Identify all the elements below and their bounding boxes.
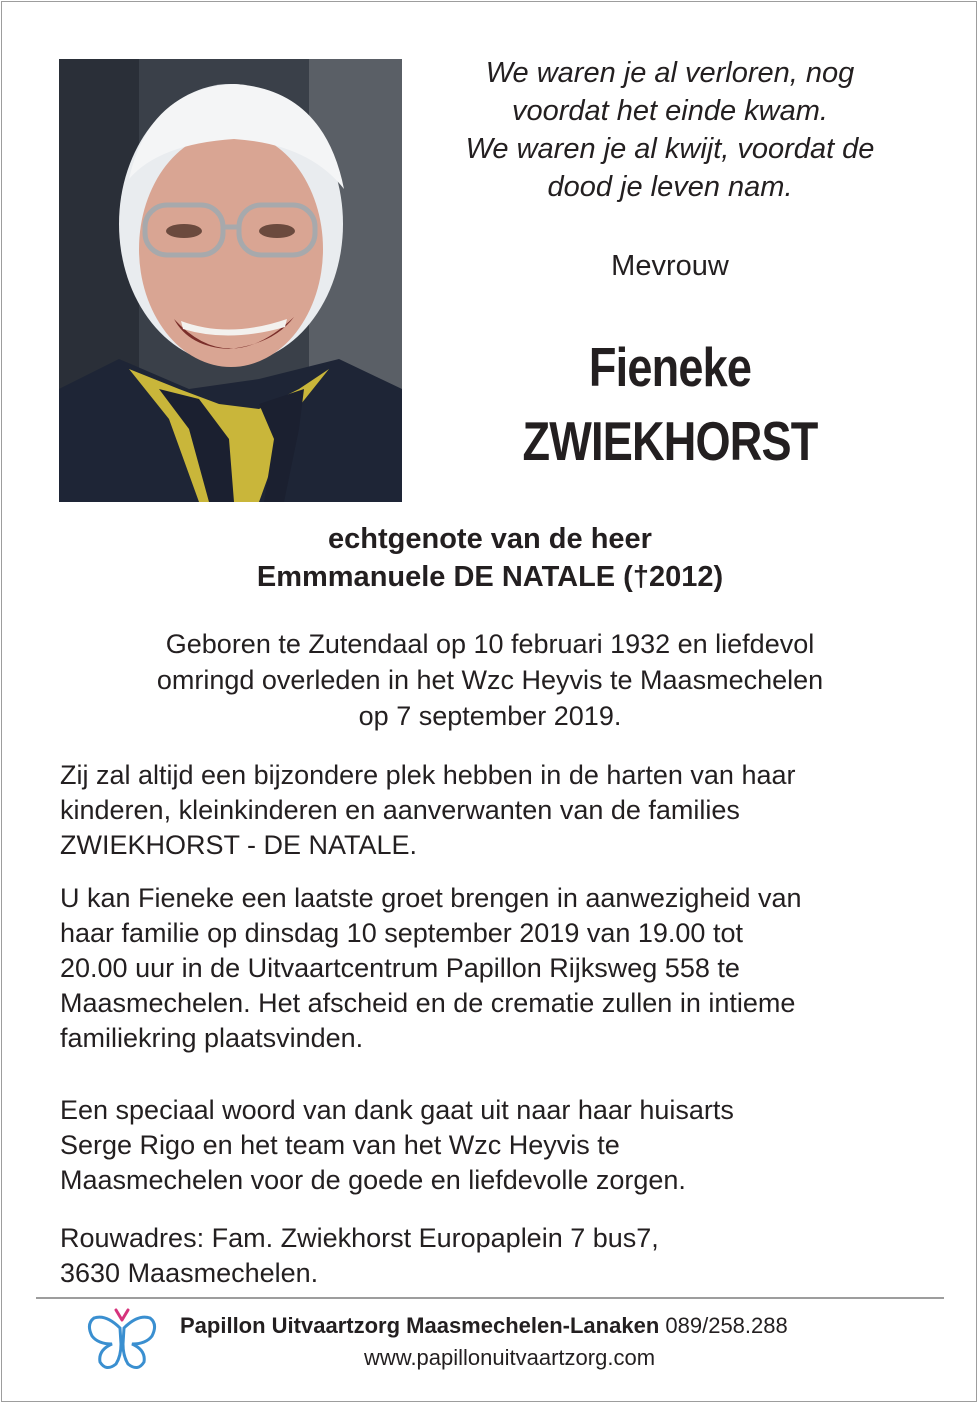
birth-death-info bbox=[60, 626, 920, 734]
paragraph-line: Maasmechelen voor de goede en liefdevolle zorgen. bbox=[60, 1165, 686, 1195]
paragraph-line: 20.00 uur in de Uitvaartcentrum Papillon Rijksweg 558 te bbox=[60, 953, 740, 983]
paragraph-line: 3630 Maasmechelen. bbox=[60, 1258, 319, 1288]
paragraph-line: ZWIEKHORST - DE NATALE. bbox=[60, 830, 418, 860]
birth-death-line: Geboren te Zutendaal op 10 februari 1932 en liefdevol bbox=[165, 629, 815, 659]
poem-line: We waren je al verloren, nog bbox=[485, 57, 855, 89]
spouse-line-2: Emmmanuele DE NATALE (†2012) bbox=[256, 561, 724, 593]
birth-death-line: op 7 september 2019. bbox=[358, 701, 622, 731]
thanks-paragraph bbox=[60, 1093, 930, 1198]
company-name: Papillon Uitvaartzorg Maasmechelen-Lanaken bbox=[180, 1313, 660, 1338]
poem-line: We waren je al kwijt, voordat de bbox=[465, 133, 875, 165]
paragraph-line: Zij zal altijd een bijzondere plek hebben in de harten van haar bbox=[60, 760, 796, 790]
last-name: ZWIEKHORST bbox=[522, 410, 818, 472]
paragraph-line: Een speciaal woord van dank gaat uit naar haar huisarts bbox=[60, 1095, 734, 1125]
footer-divider bbox=[36, 1297, 944, 1299]
butterfly-logo-icon bbox=[86, 1306, 158, 1374]
farewell-paragraph bbox=[60, 881, 930, 1056]
paragraph-line: haar familie op dinsdag 10 september 2019 van 19.00 tot bbox=[60, 918, 743, 948]
poem-line: voordat het einde kwam. bbox=[512, 95, 828, 127]
paragraph-line: U kan Fieneke een laatste groet brengen in aanwezigheid van bbox=[60, 883, 802, 913]
portrait-photo bbox=[59, 59, 402, 502]
company-phone: 089/258.288 bbox=[665, 1313, 788, 1338]
poem bbox=[430, 54, 910, 206]
paragraph-line: Maasmechelen. Het afscheid en de crematie zullen in intieme bbox=[60, 988, 796, 1018]
deceased-name bbox=[430, 330, 910, 478]
paragraph-line: kinderen, kleinkinderen en aanverwanten van de families bbox=[60, 795, 740, 825]
poem-line: dood je leven nam. bbox=[547, 171, 793, 203]
address-paragraph bbox=[60, 1221, 930, 1291]
paragraph-line: Rouwadres: Fam. Zwiekhorst Europaplein 7 bus7, bbox=[60, 1223, 659, 1253]
remembrance-paragraph bbox=[60, 758, 930, 863]
paragraph-line: Serge Rigo en het team van het Wzc Heyvis te bbox=[60, 1130, 620, 1160]
paragraph-line: familiekring plaatsvinden. bbox=[60, 1023, 364, 1053]
spouse-line-1: echtgenote van de heer bbox=[328, 523, 652, 555]
birth-death-line: omringd overleden in het Wzc Heyvis te Maasmechelen bbox=[156, 665, 824, 695]
spouse-info bbox=[60, 520, 920, 596]
salutation: Mevrouw bbox=[611, 250, 729, 282]
company-website: www.papillonuitvaartzorg.com bbox=[364, 1345, 656, 1370]
footer-company-line bbox=[180, 1313, 788, 1339]
first-name: Fieneke bbox=[588, 336, 752, 398]
